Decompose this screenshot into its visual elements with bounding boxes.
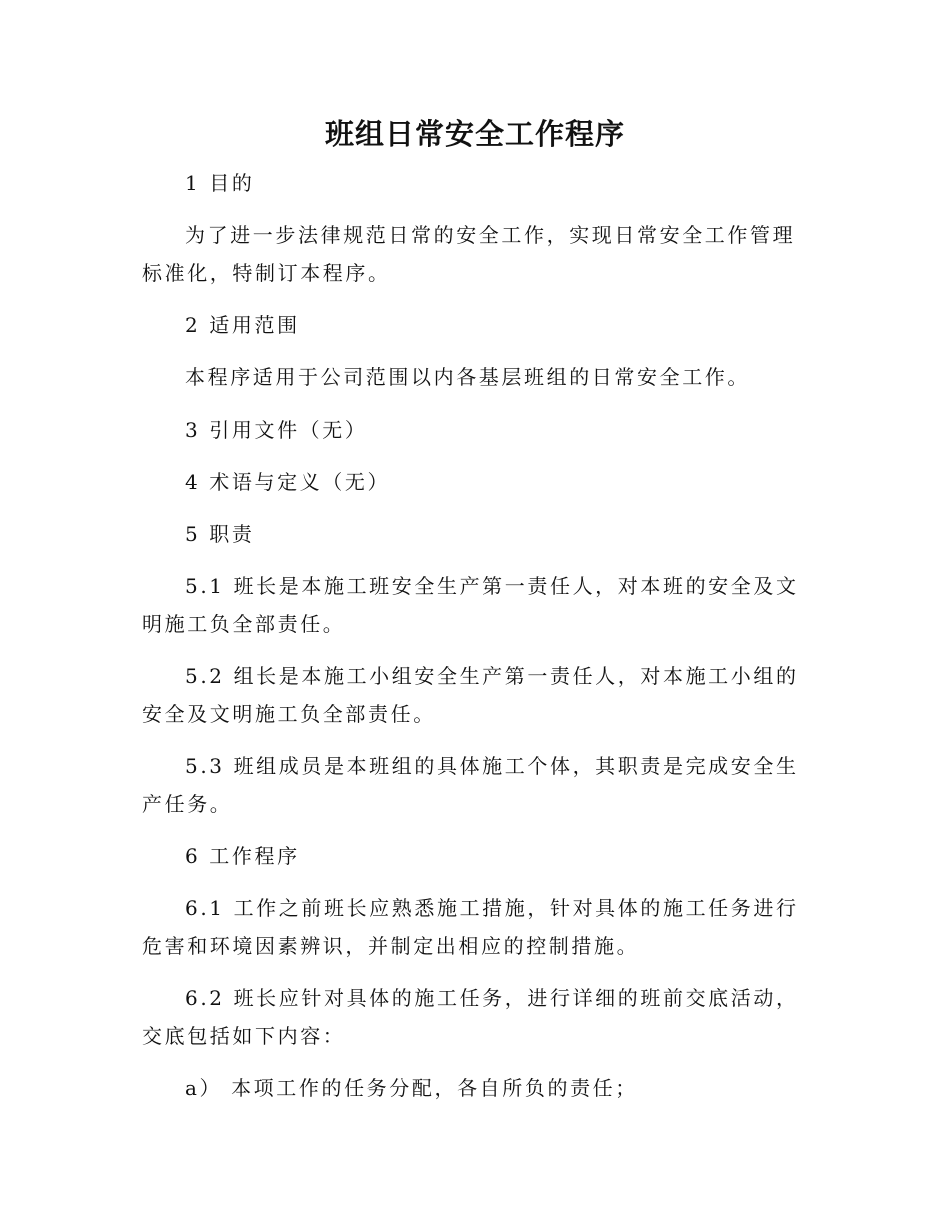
heading-terms: 4 术语与定义（无） xyxy=(185,470,391,494)
heading-scope: 2 适用范围 xyxy=(185,313,300,337)
document-title: 班组日常安全工作程序 xyxy=(324,117,625,151)
paragraph-5-1: 5.1 班长是本施工班安全生产第一责任人，对本班的安全及文明施工负全部责任。 xyxy=(142,574,799,636)
paragraph-6-2: 6.2 班长应针对具体的施工任务，进行详细的班前交底活动，交底包括如下内容： xyxy=(142,986,799,1048)
paragraph-6-1: 6.1 工作之前班长应熟悉施工措施，针对具体的施工任务进行危害和环境因素辨识，并制定出相应的控制措施。 xyxy=(142,896,799,958)
paragraph-purpose: 为了进一步法律规范日常的安全工作，实现日常安全工作管理标准化，特制订本程序。 xyxy=(142,223,796,285)
heading-responsibilities: 5 职责 xyxy=(185,522,255,546)
list-item-a: a） 本项工作的任务分配，各自所负的责任； xyxy=(185,1076,638,1100)
paragraph-5-3: 5.3 班组成员是本班组的具体施工个体，其职责是完成安全生产任务。 xyxy=(142,754,799,816)
paragraph-scope: 本程序适用于公司范围以内各基层班组的日常安全工作。 xyxy=(185,365,750,389)
paragraph-5-2: 5.2 组长是本施工小组安全生产第一责任人，对本施工小组的安全及文明施工负全部责任。 xyxy=(142,664,799,726)
heading-work-procedure: 6 工作程序 xyxy=(185,844,300,868)
heading-references: 3 引用文件（无） xyxy=(185,418,368,442)
heading-purpose: 1 目的 xyxy=(185,171,255,195)
